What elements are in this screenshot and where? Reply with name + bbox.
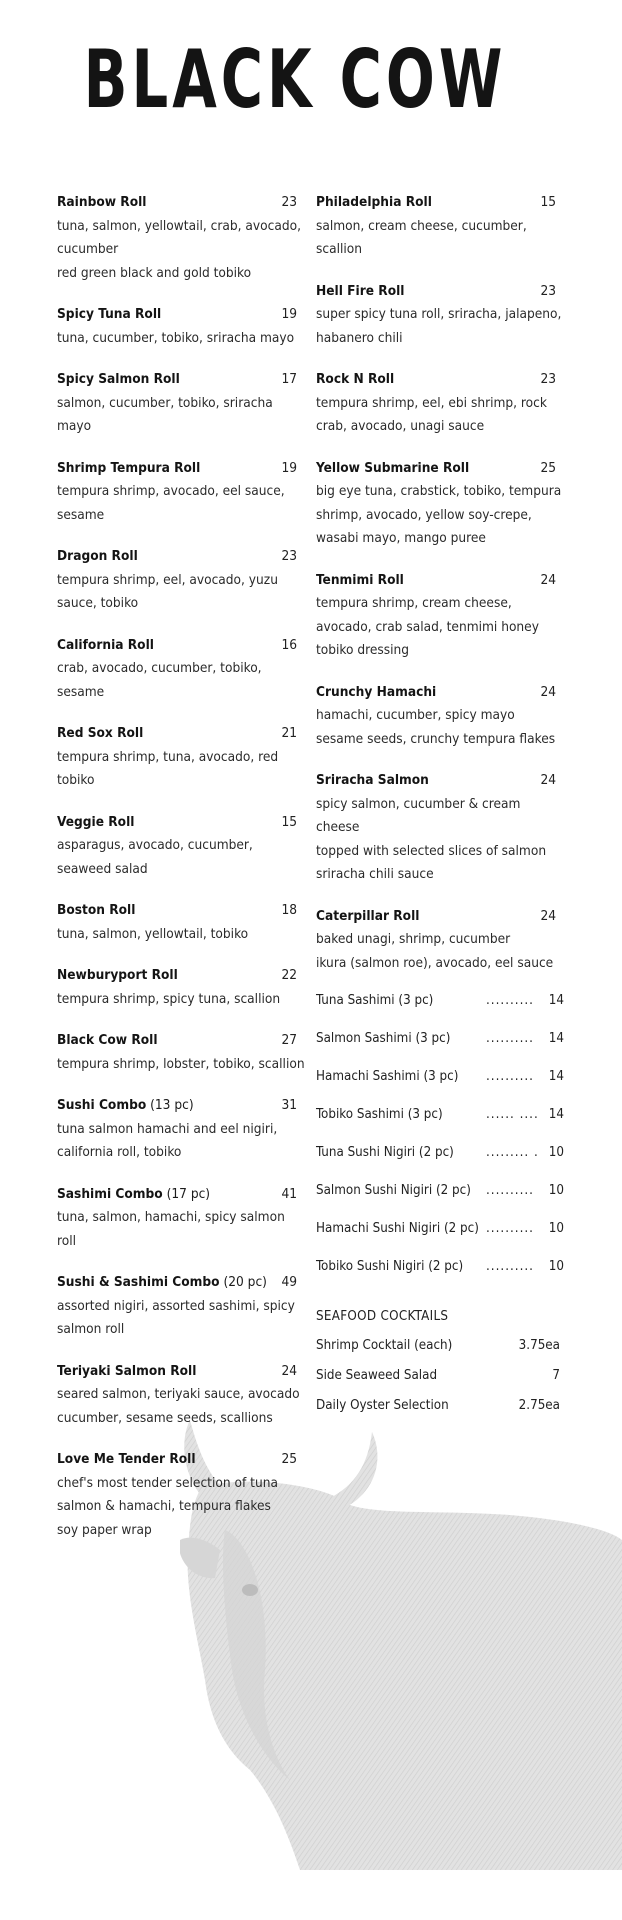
menu-item: [57, 1271, 307, 1342]
menu-item-title: [57, 1271, 267, 1295]
sashimi-name: Hamachi Sushi Nigiri (2 pc): [316, 1221, 479, 1236]
menu-item-description-line: salmon & hamachi, tempura flakes: [57, 1498, 271, 1514]
menu-item-price: 22: [281, 967, 297, 983]
menu-item-title: [316, 191, 432, 215]
menu-item-title: [316, 280, 405, 304]
menu-item-header: [57, 457, 307, 481]
menu-item-price: 21: [281, 725, 297, 741]
menu-item-name: Philadelphia Roll: [316, 194, 432, 210]
seafood-cocktails-section: [316, 1309, 566, 1428]
menu-item-title: [57, 1183, 210, 1207]
menu-item: [316, 681, 566, 752]
sashimi-leader-dots: ..........: [486, 993, 534, 1008]
menu-item-description-line: spicy salmon, cucumber & cream cheese: [316, 795, 521, 835]
menu-item-description-line: red green black and gold tobiko: [57, 264, 252, 281]
menu-item-price: 24: [540, 907, 556, 924]
menu-item-header: [57, 1094, 307, 1118]
menu-item-name: Sashimi Combo: [57, 1185, 163, 1202]
sashimi-price: 14: [548, 1069, 564, 1084]
cocktail-name: Daily Oyster Selection: [316, 1398, 449, 1413]
menu-item-description-line: big eye tuna, crabstick, tobiko, tempura shrimp, avocado, yellow soy-crepe, wasabi mayo, mango puree: [316, 483, 562, 546]
menu-item-description-line: crab, avocado, cucumber, tobiko, sesame: [57, 660, 262, 700]
menu-item-description-line: tempura shrimp, lobster, tobiko, scallion: [57, 1055, 305, 1072]
menu-item-description-line: sesame seeds, crunchy tempura flakes: [316, 730, 556, 747]
menu-item-name: Red Sox Roll: [57, 725, 144, 741]
menu-item-name: Tenmimi Roll: [316, 571, 404, 588]
menu-item-title: [57, 811, 134, 835]
sashimi-leader-dots: ..........: [486, 1069, 534, 1084]
menu-item-name: Love Me Tender Roll: [57, 1451, 196, 1467]
menu-item-price: 25: [281, 1451, 297, 1467]
menu-item-title: [57, 722, 143, 746]
menu-item: [57, 964, 307, 1011]
menu-item-description: [57, 834, 307, 881]
menu-item-description-line: hamachi, cucumber, spicy mayo: [316, 707, 515, 723]
menu-item: [57, 303, 307, 350]
menu-item-description-line: super spicy tuna roll, sriracha, jalapeno, habanero chili: [316, 306, 562, 346]
sashimi-leader-dots: ..........: [486, 1183, 534, 1198]
menu-item-price: 19: [281, 306, 297, 322]
menu-item: [57, 368, 307, 439]
menu-item-price: 24: [540, 683, 556, 700]
menu-item: [316, 457, 566, 551]
cocktail-row: [316, 1368, 566, 1398]
menu-item-name: Yellow Submarine Roll: [316, 459, 470, 476]
cocktail-name: Shrimp Cocktail (each): [316, 1338, 453, 1353]
menu-item-description-line: tempura shrimp, eel, ebi shrimp, rock crab, avocado, unagi sauce: [316, 394, 547, 434]
menu-item-header: [57, 1029, 307, 1053]
menu-item-description: [316, 592, 566, 663]
sashimi-leader-dots: ..........: [486, 1031, 534, 1046]
menu-item: [57, 1448, 307, 1542]
menu-item-price: 23: [540, 371, 556, 387]
menu-item-description: [57, 392, 307, 439]
menu-item-description: [57, 480, 307, 527]
menu-item-price: 16: [281, 636, 297, 653]
menu-item-description-line: ikura (salmon roe), avocado, eel sauce: [316, 954, 554, 971]
menu-item: [316, 191, 566, 262]
menu-item-title: [57, 545, 138, 569]
menu-item-description: [57, 923, 307, 947]
menu-item-name: Sriracha Salmon: [316, 772, 429, 788]
sashimi-price: 10: [548, 1145, 564, 1160]
menu-item: [316, 280, 566, 351]
menu-item-description-line: tuna, salmon, yellowtail, crab, avocado, cucumber: [57, 217, 301, 257]
menu-item-title: [316, 681, 436, 705]
menu-item: [57, 457, 307, 528]
menu-item-description: [57, 1206, 307, 1253]
sashimi-row: [316, 1221, 566, 1259]
menu-item-price: 31: [281, 1097, 297, 1113]
menu-item-name: Spicy Salmon Roll: [57, 371, 180, 387]
menu-item-title: [57, 1448, 196, 1472]
sashimi-price: 14: [548, 993, 564, 1008]
sashimi-row: [316, 1259, 566, 1297]
menu-item: [316, 368, 566, 439]
menu-item-description: [57, 1295, 307, 1342]
sashimi-name: Tobiko Sushi Nigiri (2 pc): [316, 1259, 464, 1274]
menu-item-description-line: assorted nigiri, assorted sashimi, spicy salmon roll: [57, 1297, 295, 1337]
left-roll-list: [57, 191, 307, 1542]
menu-item-header: [57, 191, 307, 215]
menu-item-description: [316, 480, 566, 551]
sashimi-list: [316, 993, 566, 1297]
menu-item-title: [57, 634, 154, 658]
cocktail-name: Side Seaweed Salad: [316, 1368, 438, 1383]
menu-item-description: [316, 704, 566, 751]
menu-item-description: [57, 1118, 307, 1165]
menu-item-name: California Roll: [57, 636, 154, 653]
sashimi-leader-dots: ..........: [486, 1221, 534, 1236]
menu-item: [57, 634, 307, 705]
menu-item-description-line: topped with selected slices of salmon: [316, 842, 547, 859]
sashimi-row: [316, 1069, 566, 1107]
sashimi-name: Tobiko Sashimi (3 pc): [316, 1107, 443, 1122]
sashimi-row: [316, 1031, 566, 1069]
menu-item-description-line: tempura shrimp, spicy tuna, scallion: [57, 990, 281, 1007]
menu-item-title: [57, 1360, 196, 1384]
menu-item-description: [316, 392, 566, 439]
menu-item-title: [57, 457, 200, 481]
right-column: [316, 191, 566, 1428]
menu-item-header: [57, 1183, 307, 1207]
menu-item-title: [316, 769, 429, 793]
sashimi-price: 14: [548, 1031, 564, 1046]
menu-item-description-line: seared salmon, teriyaki sauce, avocado: [57, 1386, 300, 1402]
menu-item-description: [316, 928, 566, 975]
sashimi-leader-dots: ......... .: [486, 1145, 539, 1160]
cocktail-list: [316, 1338, 566, 1428]
menu-item-header: [316, 457, 566, 481]
right-roll-list: [316, 191, 566, 975]
menu-item-header: [57, 303, 307, 327]
menu-item-description: [57, 657, 307, 704]
menu-item-description-line: tuna, cucumber, tobiko, sriracha mayo: [57, 329, 295, 346]
sashimi-price: 10: [548, 1183, 564, 1198]
sashimi-price: 10: [548, 1221, 564, 1236]
menu-item-name: Shrimp Tempura Roll: [57, 459, 201, 476]
menu-item-header: [316, 769, 566, 793]
menu-item-price: 19: [281, 459, 297, 476]
menu-item: [57, 545, 307, 616]
menu-item-title: [57, 1094, 194, 1118]
menu-item-description: [57, 746, 307, 793]
menu-item-title: [57, 899, 135, 923]
cocktail-price: 7: [552, 1368, 560, 1383]
menu-item-title: [57, 191, 146, 215]
menu-item-price: 27: [281, 1032, 297, 1048]
menu-item-description: [316, 303, 566, 350]
menu-item: [57, 899, 307, 946]
menu-item-title: [316, 569, 404, 593]
menu-item-description-line: tuna, salmon, yellowtail, tobiko: [57, 925, 249, 942]
cocktail-price: 2.75ea: [518, 1398, 560, 1413]
menu-item-description-line: tempura shrimp, cream cheese, avocado, crab salad, tenmimi honey tobiko dressing: [316, 595, 539, 658]
menu-item-description-line: asparagus, avocado, cucumber, seaweed salad: [57, 837, 253, 877]
sashimi-name: Tuna Sashimi (3 pc): [316, 993, 434, 1008]
menu-item-name: Crunchy Hamachi: [316, 683, 437, 700]
menu-item-description-line: salmon, cream cheese, cucumber, scallion: [316, 217, 527, 257]
menu-item-price: 18: [281, 902, 297, 918]
menu-item-header: [57, 368, 307, 392]
menu-item-header: [316, 368, 566, 392]
menu-item-price: 49: [281, 1274, 297, 1290]
menu-item-name: Teriyaki Salmon Roll: [57, 1362, 197, 1379]
menu-item-header: [316, 681, 566, 705]
menu-item-header: [316, 191, 566, 215]
sashimi-row: [316, 1183, 566, 1221]
menu-item-name: Dragon Roll: [57, 548, 138, 564]
menu-item-name: Rainbow Roll: [57, 194, 147, 210]
menu-item-description-line: cucumber, sesame seeds, scallions: [57, 1409, 273, 1426]
menu-item-name: Veggie Roll: [57, 813, 135, 830]
menu-item-header: [57, 811, 307, 835]
menu-item: [57, 1360, 307, 1431]
menu-item-description-line: tuna, salmon, hamachi, spicy salmon roll: [57, 1209, 285, 1249]
sashimi-name: Tuna Sushi Nigiri (2 pc): [316, 1145, 454, 1160]
menu-item-quantity: (17 pc): [162, 1185, 211, 1202]
sashimi-price: 10: [548, 1259, 564, 1274]
menu-item-name: Sushi Combo: [57, 1097, 147, 1113]
menu-item-header: [316, 905, 566, 929]
menu-item-description-line: salmon, cucumber, tobiko, sriracha mayo: [57, 394, 273, 434]
menu-item-description-line: baked unagi, shrimp, cucumber: [316, 931, 511, 947]
menu-item-name: Black Cow Roll: [57, 1032, 158, 1048]
menu-item-description: [57, 569, 307, 616]
menu-item: [57, 811, 307, 882]
sashimi-name: Salmon Sushi Nigiri (2 pc): [316, 1183, 471, 1198]
menu-item-title: [316, 457, 469, 481]
seafood-cocktails-heading: SEAFOOD COCKTAILS: [316, 1309, 449, 1324]
menu-item-price: 23: [540, 282, 556, 299]
menu-item: [316, 905, 566, 976]
menu-item-price: 25: [540, 459, 556, 476]
menu-item: [316, 569, 566, 663]
menu-item-header: [57, 964, 307, 988]
menu-item-header: [316, 280, 566, 304]
menu-item-price: 23: [281, 194, 297, 210]
sashimi-row: [316, 1145, 566, 1183]
menu-item-description-line: tuna salmon hamachi and eel nigiri, california roll, tobiko: [57, 1120, 278, 1160]
menu-item-price: 15: [540, 194, 556, 210]
menu-item-description: [57, 1383, 307, 1430]
menu-item-price: 15: [281, 813, 297, 830]
cocktail-row: [316, 1338, 566, 1368]
menu-item-name: Rock N Roll: [316, 371, 395, 387]
menu-item-description-line: sriracha chili sauce: [316, 866, 434, 882]
left-column: [57, 191, 307, 1560]
menu-item: [57, 1094, 307, 1165]
menu-item-title: [57, 964, 178, 988]
menu-item-header: [316, 569, 566, 593]
menu-item: [57, 1183, 307, 1254]
menu-item-header: [57, 1271, 307, 1295]
sashimi-leader-dots: ...... ....: [486, 1107, 539, 1122]
menu-item-price: 24: [540, 571, 556, 588]
cocktail-row: [316, 1398, 566, 1428]
menu-item-title: [57, 303, 161, 327]
menu-item-header: [57, 634, 307, 658]
menu-item-description: [57, 988, 307, 1012]
menu-item-name: Spicy Tuna Roll: [57, 306, 162, 322]
menu-item-quantity: (13 pc): [146, 1097, 194, 1113]
menu-item-name: Boston Roll: [57, 902, 136, 918]
sashimi-row: [316, 993, 566, 1031]
menu-item-description: [57, 215, 307, 286]
menu-item-header: [57, 1448, 307, 1472]
menu-item-description-line: tempura shrimp, tuna, avocado, red tobiko: [57, 748, 279, 788]
menu-item-header: [57, 899, 307, 923]
menu-item-price: 24: [281, 1362, 297, 1379]
menu-item: [57, 1029, 307, 1076]
menu-item-header: [57, 545, 307, 569]
menu-item-title: [57, 368, 180, 392]
menu-item-description: [57, 1472, 307, 1543]
menu-item-title: [316, 368, 394, 392]
menu-item-description: [57, 1053, 307, 1077]
menu-item-price: 23: [281, 548, 297, 564]
restaurant-title: BLACK COW: [83, 33, 507, 126]
cocktail-price: 3.75ea: [518, 1338, 560, 1353]
menu-item-description-line: soy paper wrap: [57, 1521, 152, 1538]
menu-item-description: [316, 793, 566, 887]
menu-item-header: [57, 722, 307, 746]
menu-item-description-line: tempura shrimp, eel, avocado, yuzu sauce, tobiko: [57, 571, 278, 611]
menu-item-price: 17: [281, 371, 297, 387]
menu-item-description: [316, 215, 566, 262]
menu-item-name: Sushi & Sashimi Combo: [57, 1274, 220, 1290]
menu-item-price: 24: [540, 772, 556, 788]
sashimi-price: 14: [548, 1107, 564, 1122]
menu-item: [57, 722, 307, 793]
menu-item-quantity: (20 pc): [219, 1274, 267, 1290]
menu-item-header: [57, 1360, 307, 1384]
menu-item: [57, 191, 307, 285]
sashimi-row: [316, 1107, 566, 1145]
menu-item-description-line: tempura shrimp, avocado, eel sauce, sesame: [57, 483, 285, 523]
sashimi-name: Salmon Sashimi (3 pc): [316, 1031, 451, 1046]
menu-item-name: Newburyport Roll: [57, 967, 178, 983]
sashimi-leader-dots: ..........: [486, 1259, 534, 1274]
menu-item-description: [57, 327, 307, 351]
menu-item-description-line: chef's most tender selection of tuna: [57, 1474, 278, 1491]
menu-item-title: [316, 905, 419, 929]
menu-item: [316, 769, 566, 887]
sashimi-name: Hamachi Sashimi (3 pc): [316, 1069, 459, 1084]
menu-item-name: Caterpillar Roll: [316, 907, 420, 924]
menu-item-price: 41: [281, 1185, 297, 1202]
menu-item-name: Hell Fire Roll: [316, 282, 405, 299]
menu-item-title: [57, 1029, 158, 1053]
